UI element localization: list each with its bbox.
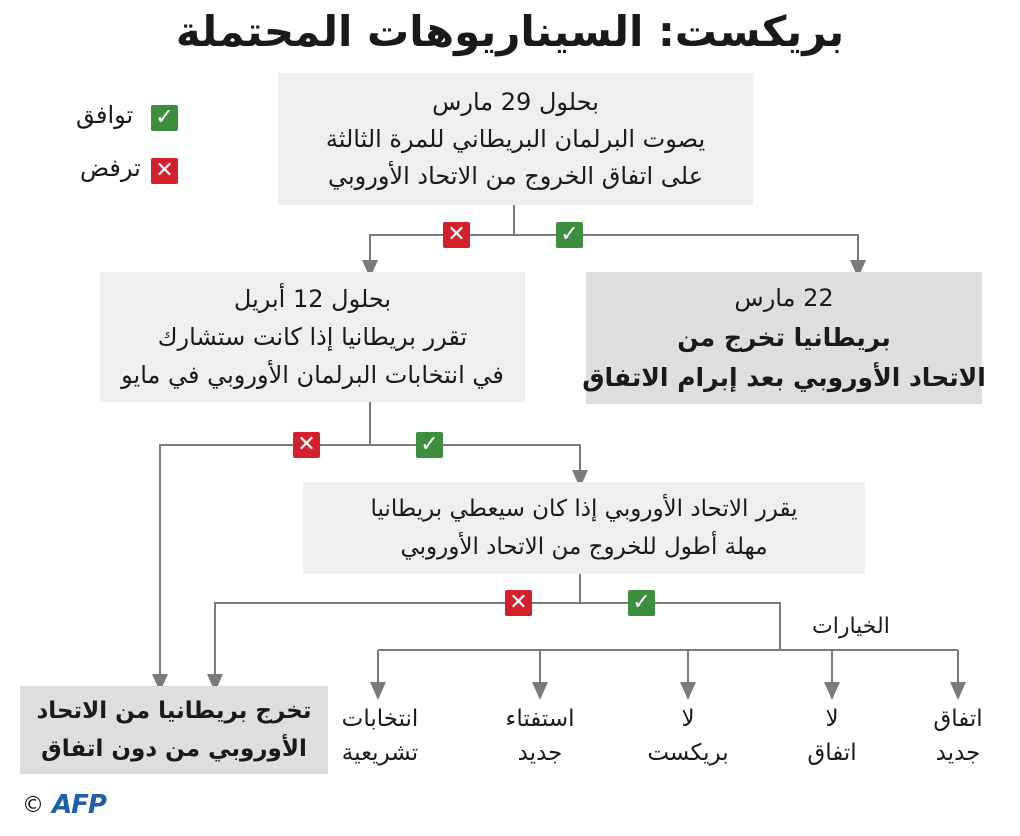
- box2-text-line1: تقرر بريطانيا إذا كانت ستشارك: [157, 323, 468, 351]
- option-5-line1: انتخابات: [341, 706, 419, 732]
- box3-date: 22 مارس: [734, 284, 834, 312]
- outcome-no-deal-box: [20, 686, 328, 774]
- box4-text-line1: يقرر الاتحاد الأوروبي إذا كان سيعطي بريطانيا: [370, 496, 798, 522]
- legend-cross-icon: ✕: [151, 158, 178, 184]
- box4-text-line2: مهلة أطول للخروج من الاتحاد الأوروبي: [400, 534, 768, 560]
- option-new-referendum: [480, 702, 600, 770]
- option-4-line1: استفتاء: [505, 706, 575, 732]
- branch2-check-icon: ✓: [416, 432, 443, 458]
- box5-text-line2: الأوروبي من دون اتفاق: [41, 736, 307, 762]
- box1-text-line1: يصوت البرلمان البريطاني للمرة الثالثة: [325, 124, 706, 153]
- option-2-line2: اتفاق: [807, 740, 857, 766]
- option-no-brexit: [628, 702, 748, 770]
- connector-box1-reject: [370, 235, 514, 270]
- branch1-check-icon: ✓: [556, 222, 583, 248]
- option-3-line1: لا: [681, 706, 695, 732]
- legend-check-icon: ✓: [151, 105, 178, 131]
- option-2-line1: لا: [825, 706, 839, 732]
- box1-date: بحلول 29 مارس: [432, 87, 599, 116]
- option-1-line2: جديد: [935, 740, 981, 766]
- copyright-symbol: ©: [22, 793, 44, 818]
- option-1-line1: اتفاق: [933, 706, 983, 732]
- option-5-line2: تشريعية: [341, 740, 419, 766]
- options-label: الخيارات: [812, 614, 890, 639]
- page-title: بريكست: السيناريوهات المحتملة: [175, 7, 845, 56]
- branch1-cross-icon: ✕: [443, 222, 470, 248]
- branch3-check-icon: ✓: [628, 590, 655, 616]
- step-third-vote-box: [278, 73, 753, 205]
- option-4-line2: جديد: [517, 740, 563, 766]
- connector-box4-agree: [580, 603, 780, 650]
- box3-text-line2: الاتحاد الأوروبي بعد إبرام الاتفاق: [582, 363, 986, 392]
- box2-date: بحلول 12 أبريل: [233, 285, 392, 313]
- branch2-cross-icon: ✕: [293, 432, 320, 458]
- box1-text-line2: على اتفاق الخروج من الاتحاد الأوروبي: [327, 161, 704, 190]
- legend-agree-label: توافق: [76, 101, 134, 129]
- afp-logo: AFP: [52, 790, 106, 820]
- box3-text-line1: بريطانيا تخرج من: [677, 323, 891, 352]
- option-3-line2: بريكست: [647, 740, 729, 766]
- option-no-deal: [782, 702, 882, 770]
- outcome-exit-with-deal-box: [582, 272, 986, 404]
- step-eu-elections-box: [100, 272, 525, 402]
- branch3-cross-icon: ✕: [505, 590, 532, 616]
- box2-text-line2: في انتخابات البرلمان الأوروبي في مايو: [121, 361, 504, 389]
- option-elections: [330, 702, 430, 770]
- legend-reject-label: ترفض: [80, 154, 141, 182]
- option-new-deal: [908, 702, 1008, 770]
- box5-text-line1: تخرج بريطانيا من الاتحاد: [36, 698, 312, 724]
- step-eu-extension-box: [303, 482, 865, 574]
- connector-box2-agree: [370, 445, 580, 480]
